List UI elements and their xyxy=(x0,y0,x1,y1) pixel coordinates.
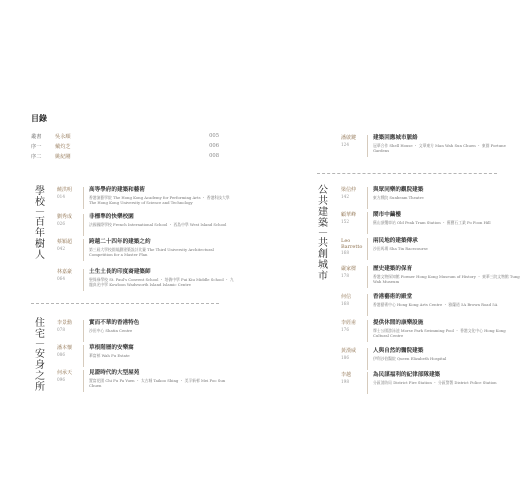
entry-author: 黃漢威 xyxy=(341,348,357,354)
entry-divider xyxy=(367,187,368,209)
toc-entry[interactable] xyxy=(57,269,237,297)
front-matter-author: 姚紀剛 xyxy=(55,154,71,160)
front-matter-row[interactable] xyxy=(31,153,219,162)
entry-description: 伊利沙伯醫院 Queen Elizabeth Hospital xyxy=(373,356,447,361)
entry-page: 086 xyxy=(57,352,65,357)
entry-description: 香港文物探知館 Former Hong Kong Museum of History ・ 東華三院文物館 Tung Wah Museum xyxy=(373,274,520,284)
entry-divider xyxy=(83,370,84,392)
toc-entry[interactable] xyxy=(341,238,520,260)
entry-author: 饒洪明 xyxy=(57,187,73,193)
entry-title: 歷史建築的保育 xyxy=(373,266,413,272)
entry-divider xyxy=(83,345,84,367)
entry-divider xyxy=(367,372,368,394)
entry-divider xyxy=(83,187,84,209)
entry-author: 潘本懷 xyxy=(57,345,73,351)
entry-page: 042 xyxy=(57,246,65,251)
entry-description: 冠華合作 Shell House ・ 文華東方 Man Wah Sun Chuen ・ 東園 Fortune Gardens xyxy=(373,143,506,153)
entry-page: 168 xyxy=(341,301,349,306)
toc-entry[interactable] xyxy=(57,345,237,367)
entry-title: 非標準的快樂校園 xyxy=(89,214,134,220)
entry-divider xyxy=(367,348,368,370)
entry-divider xyxy=(367,135,368,157)
entry-description: 摩士公園游泳池 Morse Park Swimming Pool ・ 香港文化中心 Hong Kong Cultural Centre xyxy=(373,328,506,338)
entry-description: 沙田中心 Shatin Centre xyxy=(89,328,133,333)
section-divider xyxy=(317,173,497,174)
toc-entry[interactable] xyxy=(341,266,520,288)
front-matter-author: 吳永順 xyxy=(55,134,71,140)
toc-entry[interactable] xyxy=(57,370,237,398)
entry-author: 何信 xyxy=(341,294,352,300)
entry-page: 178 xyxy=(341,273,349,278)
toc-entry[interactable] xyxy=(341,348,520,370)
entry-divider xyxy=(83,320,84,342)
entry-divider xyxy=(367,294,368,316)
entry-description: 香港藝術中心 Hong Kong Arts Centre ・ 雅蘭道 5A Brown Road 5A xyxy=(373,302,498,307)
entry-description: 第三屆大學校園規劃建築設計比賽 The Third University Architectural Competition for a Master Plan xyxy=(89,247,214,257)
entry-description: 香港演藝學院 The Hong Kong Academy for Performing Arts ・ 香港科技大學 The Hong Kong University of Science and Technology xyxy=(89,195,230,205)
entry-title: 兩民地的建築傳承 xyxy=(373,238,418,244)
entry-description: 沙田馬場 Sha Tin Racecourse xyxy=(373,246,428,251)
toc-entry[interactable] xyxy=(57,320,237,342)
entry-title: 見證時代的大型屋苑 xyxy=(89,370,140,376)
entry-page: 176 xyxy=(341,327,349,332)
entry-author: 蔡穎超 xyxy=(57,239,73,245)
section-title-school: 學 校 — 百 年 樹 人 xyxy=(35,186,45,261)
entry-title: 香港藝術的殿堂 xyxy=(373,294,413,300)
entry-divider xyxy=(83,269,84,291)
toc-entry[interactable] xyxy=(57,214,237,242)
toc-entry[interactable] xyxy=(341,135,520,163)
entry-page: 152 xyxy=(341,219,349,224)
entry-description: 舊山頂纜車站 Old Peak Tram Station ・ 舊寶石工業 Po Foon Hill xyxy=(373,220,491,225)
entry-description: 法國國際學校 French International School ・ 西島中學 West Island School xyxy=(89,222,227,227)
front-matter-row[interactable] xyxy=(31,143,219,152)
entry-title: 實而不華的香港特色 xyxy=(89,320,140,326)
section-divider xyxy=(31,303,219,304)
entry-author: 顧華峰 xyxy=(341,212,357,218)
toc-entry[interactable] xyxy=(341,187,520,209)
entry-description: 東方戲院 Sunbeam Theatre xyxy=(373,195,424,200)
entry-page: 198 xyxy=(341,379,349,384)
toc-entry[interactable] xyxy=(341,320,520,342)
entry-page: 064 xyxy=(57,276,65,281)
toc-entry[interactable] xyxy=(57,239,237,267)
entry-divider xyxy=(367,238,368,260)
entry-page: 014 xyxy=(57,194,65,199)
entry-page: 026 xyxy=(57,221,65,226)
front-matter-label: 序二 xyxy=(31,154,42,160)
toc-title: 目錄 xyxy=(31,113,47,123)
entry-title: 提供休閒的康樂設施 xyxy=(373,320,424,326)
entry-page: 096 xyxy=(57,377,65,382)
toc-entry[interactable] xyxy=(57,187,237,215)
entry-page: 168 xyxy=(341,250,349,255)
entry-author: 李越 xyxy=(341,372,352,378)
entry-divider xyxy=(367,212,368,234)
entry-title: 土生土長的印度裔建築師 xyxy=(89,269,151,275)
entry-author: 林嘉豪 xyxy=(57,269,73,275)
entry-divider xyxy=(367,320,368,342)
entry-author: 劉秀成 xyxy=(57,214,73,220)
entry-title: 建築回應城市脈絡 xyxy=(373,135,418,141)
entry-page: 078 xyxy=(57,327,65,332)
entry-title: 鬧市中繭樓 xyxy=(373,212,401,218)
entry-description: 分區消防局 District Fire Station ・ 分區警署 District Police Station xyxy=(373,380,497,385)
front-matter-label: 叢書 xyxy=(31,134,42,140)
entry-description: 聖保祿學校 St. Paul's Convent School ・ 培僑中學 Pui Kiu Middle School ・ 九龍真光中學 Kowloon Wadsworth Island Islamic Centre xyxy=(89,277,234,287)
toc-entry[interactable] xyxy=(341,294,520,316)
entry-author: 李景勳 xyxy=(57,320,73,326)
entry-title: 為民謀福利的紀律部隊建築 xyxy=(373,372,441,378)
entry-title: 高等學府的建築和藝術 xyxy=(89,187,145,193)
entry-divider xyxy=(367,266,368,288)
entry-author: 李經甫 xyxy=(341,320,357,326)
entry-author: Leo Barretto xyxy=(341,238,363,250)
entry-author: 潘啟鍵 xyxy=(341,135,357,141)
section-title-public: 公 共 建 築 — 共 創 城 市 xyxy=(318,185,328,282)
entry-divider xyxy=(83,214,84,236)
entry-title: 跨越二十四年的建築之約 xyxy=(89,239,151,245)
entry-divider xyxy=(83,239,84,261)
entry-page: 142 xyxy=(341,194,349,199)
entry-title: 人與自然的醫院建築 xyxy=(373,348,424,354)
front-matter-page: 006 xyxy=(209,143,219,149)
entry-page: 124 xyxy=(341,142,349,147)
entry-title: 與眾同樂的觀院建築 xyxy=(373,187,424,193)
front-matter-row[interactable] xyxy=(31,133,219,142)
toc-entry[interactable] xyxy=(341,372,520,394)
front-matter-page: 005 xyxy=(209,133,219,139)
toc-entry[interactable] xyxy=(341,212,520,234)
entry-description: 置富花園 Chi Fu Fa Yuen ・ 太古城 Taikoo Shing ・ 美孚新邨 Mei Foo Sun Chuen xyxy=(89,378,226,388)
entry-page: 186 xyxy=(341,355,349,360)
entry-description: 華富邨 Wah Fu Estate xyxy=(89,353,130,358)
front-matter-author: 戴灼芝 xyxy=(55,144,71,150)
section-title-housing: 住 宅 — 安 身 之 所 xyxy=(35,318,45,393)
entry-author: 梁信仲 xyxy=(341,187,357,193)
front-matter-page: 008 xyxy=(209,153,219,159)
entry-author: 何承天 xyxy=(57,370,73,376)
entry-author: 嚴家樑 xyxy=(341,266,357,272)
front-matter-label: 序一 xyxy=(31,144,42,150)
entry-title: 草根階層的安樂窩 xyxy=(89,345,134,351)
